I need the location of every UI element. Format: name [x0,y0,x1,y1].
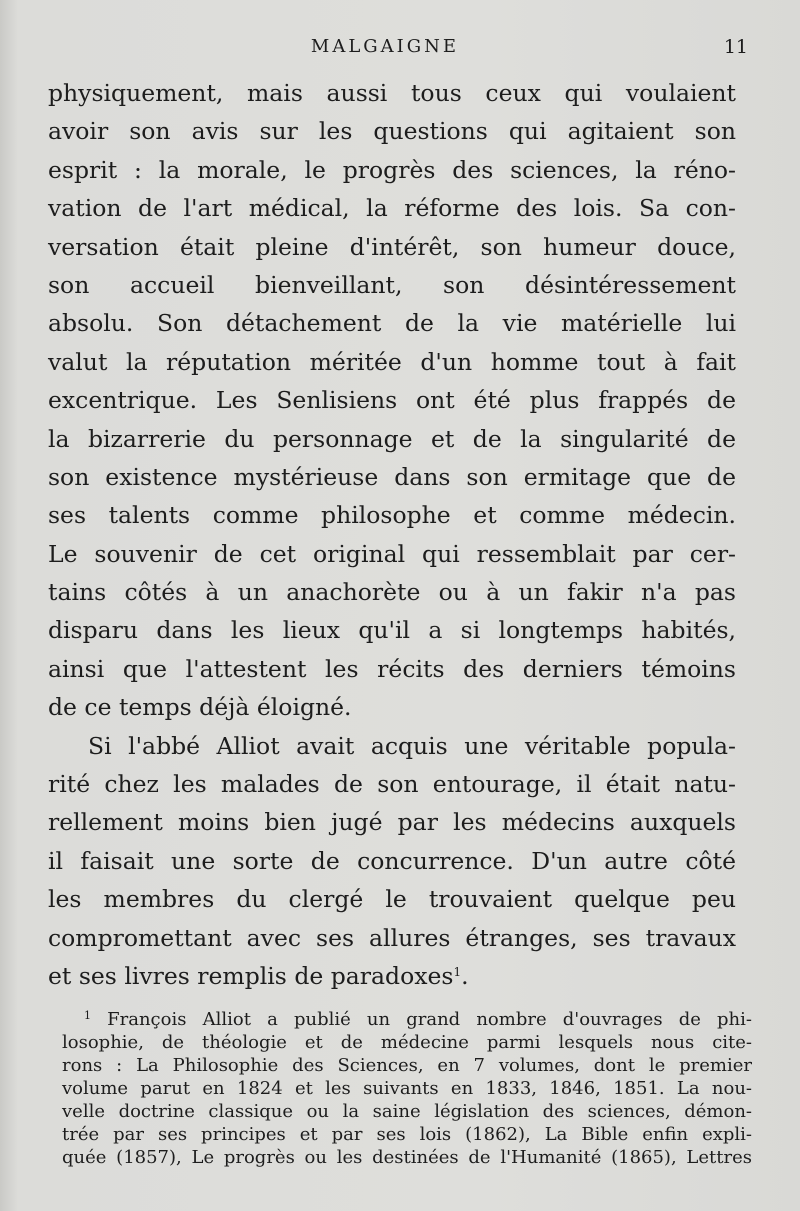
text-line: absolu. Son détachement de la vie matérielle lui [48,309,736,338]
text-line: ainsi que l'attestent les récits des derniers témoins [48,654,736,683]
text-line: ses talents comme philosophe et comme médecin. [48,501,736,530]
footnote-line: volume parut en 1824 et les suivants en 1833, 1846, 1851. La nou- [62,1078,752,1099]
text-line-content: et ses livres remplis de paradoxes [48,961,454,990]
footnote-marker: 1 [84,1009,91,1022]
text-line: rellement moins bien jugé par les médecins auxquels [48,808,736,837]
text-line: les membres du clergé le trouvaient quelque peu [48,885,736,914]
footnote-line: velle doctrine classique ou la saine législation des sciences, démon- [62,1101,752,1122]
text-line: excentrique. Les Senlisiens ont été plus frappés de [48,386,736,415]
text-line: tains côtés à un anachorète ou à un fakir n'a pas [48,578,736,607]
text-line: de ce temps déjà éloigné. [48,693,352,722]
body-text [48,74,736,995]
page-number: 11 [723,36,748,58]
footnote-line: losophie, de théologie et de médecine parmi lesquels nous cite- [62,1032,752,1053]
text-line: rité chez les malades de son entourage, il était natu- [48,770,736,799]
period: . [461,961,469,990]
text-line: versation était pleine d'intérêt, son humeur douce, [48,232,736,261]
text-line: vation de l'art médical, la réforme des lois. Sa con- [48,194,736,223]
footnote-line: quée (1857), Le progrès ou les destinées de l'Humanité (1865), Lettres [62,1147,752,1168]
text-line: compromettant avec ses allures étranges, ses travaux [48,923,736,952]
footnote-line [62,1008,752,1031]
footnote-reference: 1 [453,964,462,979]
running-head [0,36,800,64]
running-title: MALGAIGNE [310,36,460,57]
text-line-last [48,957,736,995]
footnote-line: rons : La Philosophie des Sciences, en 7 volumes, dont le premier [62,1055,752,1076]
text-line: physiquement, mais aussi tous ceux qui voulaient [48,79,736,107]
text-line: Le souvenir de cet original qui ressemblait par cer- [48,539,736,568]
footnote-line: trée par ses principes et par ses lois (1862), La Bible enfin expli- [62,1124,752,1145]
text-line: Si l'abbé Alliot avait acquis une véritable popula- [88,731,736,760]
text-line: son accueil bienveillant, son désintéressement [48,270,736,299]
text-line: la bizarrerie du personnage et de la singularité de [48,424,736,453]
footnote-line-text: François Alliot a publié un grand nombre d'ouvrages de phi- [107,1009,752,1030]
text-line: avoir son avis sur les questions qui agitaient son [48,117,736,146]
text-line: son existence mystérieuse dans son ermitage que de [48,462,736,491]
text-line: il faisait une sorte de concurrence. D'un autre côté [48,846,736,875]
text-line: valut la réputation méritée d'un homme tout à fait [48,347,736,376]
text-line: disparu dans les lieux qu'il a si longtemps habités, [48,616,736,645]
footnote [62,1008,752,1169]
text-line: esprit : la morale, le progrès des sciences, la réno- [48,155,736,184]
